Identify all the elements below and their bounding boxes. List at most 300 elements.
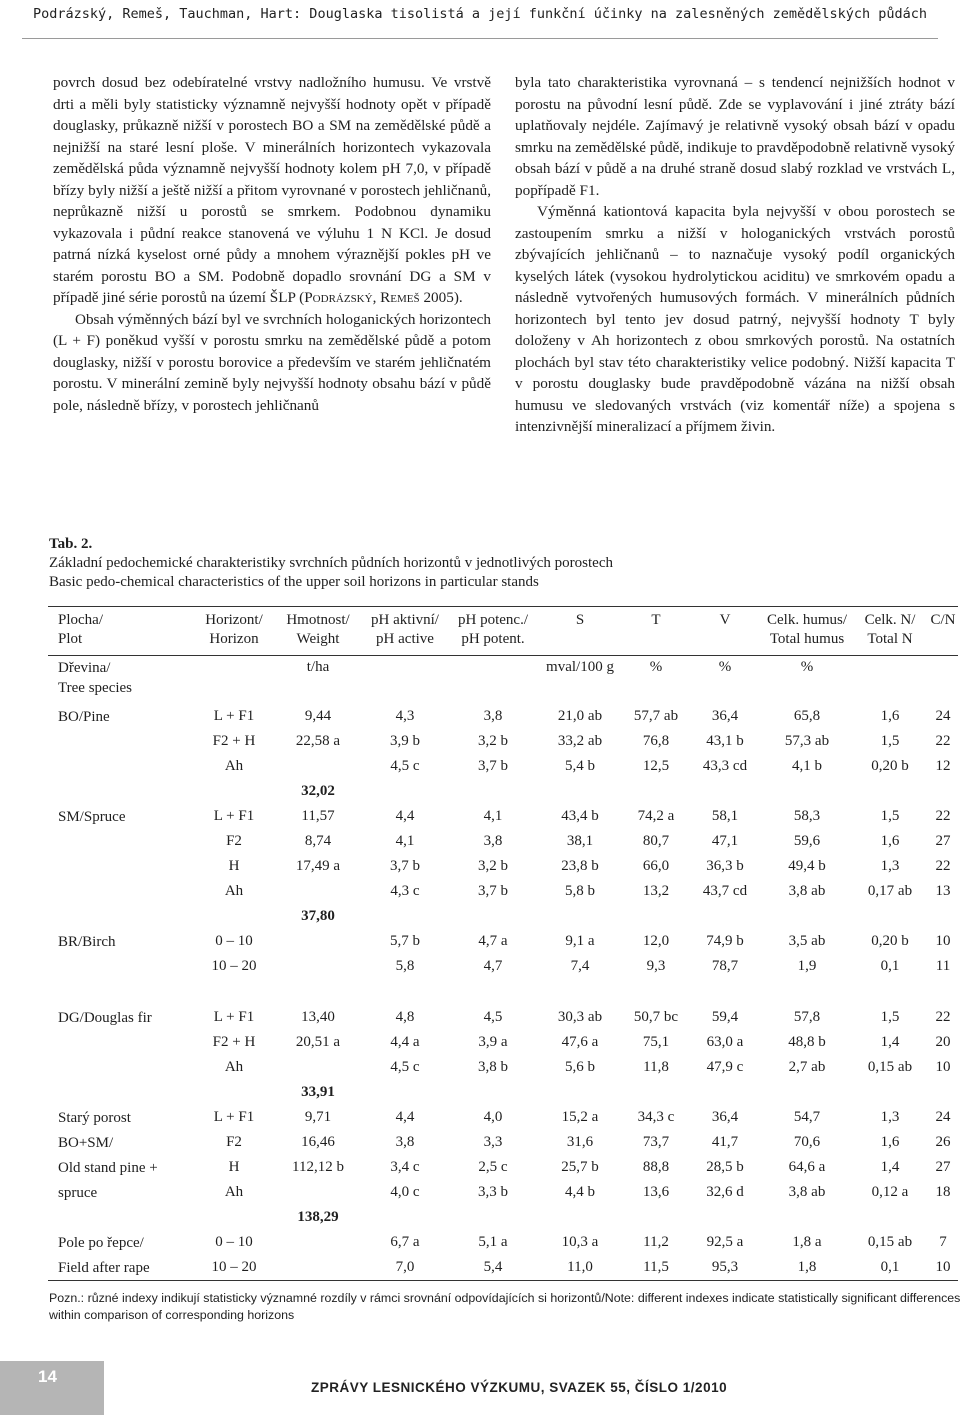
cell-t: 88,8 [642,1159,670,1175]
cell-t [624,979,688,1005]
cell-plot: DG/Douglas fir [58,1009,152,1026]
cell-cn: 24 [935,708,951,724]
cell-n: 0,20 b [871,933,909,949]
paragraph: byla tato charakteristika vyrovnaná – s tendencí nejnižších hodnot v porostu na původní lesní půdě. Zde se vyplavování i jiné ztráty bází uplatňovaly nejdéle. Zajímavý je relativně vysoký obsah bází v opadu smrku na zemědělské půdě, indikuje to pravděpodobně relativně vysoký obsah bází v půdě a na druhé straně dosud slabý rozklad ve vrstvách L, popřípadě F1. [515,74,955,199]
cell-s: 10,3 a [561,1234,599,1250]
cell-ph-potent: 3,7 b [478,883,508,899]
units-n [852,656,928,705]
cell-weight [276,979,360,1005]
cell-weight: 32,02 [301,783,335,799]
table-header-row [48,607,958,656]
cell-n: 1,6 [880,708,900,724]
table-title-en: Basic pedo-chemical characteristics of the upper soil horizons in particular stands [49,574,539,590]
table-row [48,729,958,754]
cell-cn: 11 [935,958,951,974]
header-cn: C/N [928,607,958,656]
header-ph-potent: pH potenc./ pH potent. [450,607,536,656]
cell-s: 5,4 b [565,758,595,774]
cell-horizon [192,1080,276,1105]
cell-ph-potent [450,979,536,1005]
cell-s [536,779,624,804]
cell-ph-active [360,779,450,804]
cell-ph-potent: 3,8 b [478,1059,508,1075]
cell-plot [48,1055,192,1080]
cell-plot: Old stand pine + [58,1159,158,1176]
table-row [48,829,958,854]
table-note: Pozn.: různé indexy indikují statisticky významné rozdíly v rámci srovnání odpovídajících si horizontů/Note: different indexes indicate statistically significant differences within comparison of corresponding horizons [49,1291,960,1322]
cell-s: 9,1 a [565,933,595,949]
cell-plot: Pole po řepce/ [58,1234,144,1251]
running-header: Podrázský, Remeš, Tauchman, Hart: Douglaska tisolistá a její funkční účinky na zalesněných zemědělských půdách [32,6,928,22]
cell-v: 78,7 [711,958,739,974]
cell-t: 50,7 bc [633,1009,679,1025]
cell-s: 25,7 b [561,1159,599,1175]
table-row [48,1080,958,1105]
cell-t: 13,2 [642,883,670,899]
cell-humus [762,779,852,804]
cell-cn: 20 [935,1034,951,1050]
cell-humus: 70,6 [793,1134,821,1150]
cell-s: 31,6 [566,1134,594,1150]
cell-plot: BO+SM/ [58,1134,114,1151]
cell-t: 57,7 ab [633,708,679,724]
cell-v: 47,9 c [706,1059,744,1075]
table-caption [49,535,613,592]
text-column-left [53,72,491,416]
cell-humus: 58,3 [793,808,821,824]
cell-plot: BR/Birch [58,933,116,950]
cell-t: 11,2 [643,1234,669,1250]
cell-n: 0,20 b [871,758,909,774]
cell-ph-active: 4,4 a [390,1034,420,1050]
table-row [48,1230,958,1255]
cell-t: 66,0 [642,858,670,874]
cell-cn: 22 [935,733,951,749]
cell-plot [48,729,192,754]
cell-n [852,1205,928,1230]
cell-v: 43,7 cd [702,883,748,899]
cell-n: 0,17 ab [867,883,913,899]
cell-v [688,779,762,804]
cell-cn: 22 [935,808,951,824]
table-row [48,779,958,804]
cell-v: 63,0 a [706,1034,744,1050]
cell-v: 47,1 [711,833,739,849]
cell-humus: 3,8 ab [788,883,826,899]
cell-cn [928,1080,958,1105]
header-humus: Celk. humus/ Total humus [762,607,852,656]
cell-ph-active: 4,4 [395,1109,415,1125]
cell-horizon: 0 – 10 [215,1234,253,1250]
cell-plot [48,1205,192,1230]
cell-s: 5,6 b [565,1059,595,1075]
cell-plot: BO/Pine [58,708,110,725]
cell-ph-potent: 2,5 c [478,1159,508,1175]
cell-humus: 4,1 b [792,758,822,774]
cell-v [688,1080,762,1105]
units-v: % [688,656,762,705]
cell-v: 92,5 a [706,1234,744,1250]
cell-humus [762,904,852,929]
cell-cn [928,904,958,929]
cell-humus: 48,8 b [788,1034,826,1050]
cell-horizon: L + F1 [213,1109,255,1125]
cell-horizon: Ah [224,1059,244,1075]
cell-t: 76,8 [642,733,670,749]
cell-plot [48,904,192,929]
cell-humus: 1,8 a [792,1234,822,1250]
cell-weight: 9,44 [304,708,332,724]
cell-horizon: F2 [226,833,242,849]
cell-plot [48,1080,192,1105]
cell-n: 0,12 a [871,1184,909,1200]
cell-v: 59,4 [711,1009,739,1025]
cell-cn: 22 [935,1009,951,1025]
table-row [48,904,958,929]
cell-horizon: 10 – 20 [211,958,257,974]
header-horizon: Horizont/ Horizon [192,607,276,656]
cell-n: 0,15 ab [867,1234,913,1250]
cell-plot: SM/Spruce [58,808,126,825]
cell-ph-active [360,1205,450,1230]
cell-humus: 57,8 [793,1009,821,1025]
cell-v [688,1205,762,1230]
cell-plot [48,1030,192,1055]
cell-t: 13,6 [642,1184,670,1200]
cell-horizon: F2 + H [212,733,256,749]
cell-ph-potent [450,1205,536,1230]
cell-horizon: L + F1 [213,708,255,724]
cell-humus: 1,8 [762,1255,852,1281]
cell-ph-potent: 3,3 b [478,1184,508,1200]
cell-t: 75,1 [642,1034,670,1050]
cell-horizon: F2 + H [212,1034,256,1050]
cell-weight: 16,46 [301,1134,335,1150]
cell-horizon: F2 [226,1134,242,1150]
cell-v: 36,3 b [706,858,744,874]
cell-s: 47,6 a [561,1034,599,1050]
cell-t: 80,7 [642,833,670,849]
cell-weight [276,1230,360,1255]
cell-horizon: Ah [224,883,244,899]
cell-cn: 10 [928,1255,958,1281]
cell-cn: 10 [935,933,951,949]
cell-horizon [192,1205,276,1230]
cell-s: 33,2 ab [557,733,603,749]
cell-t: 74,2 a [637,808,675,824]
table-row [48,879,958,904]
cell-ph-active: 4,5 c [390,1059,420,1075]
cell-s: 38,1 [566,833,594,849]
table-row [48,979,958,1005]
cell-n: 1,3 [880,1109,900,1125]
header-t: T [624,607,688,656]
cell-humus: 57,3 ab [784,733,830,749]
paragraph [53,72,491,309]
cell-weight: 112,12 b [292,1159,344,1175]
table-row [48,929,958,954]
cell-horizon: 0 – 10 [215,933,253,949]
cell-v: 95,3 [688,1255,762,1281]
table-row [48,1055,958,1080]
header-n: Celk. N/ Total N [852,607,928,656]
cell-weight [276,1055,360,1080]
cell-weight [276,879,360,904]
cell-ph-active: 4,3 [395,708,415,724]
cell-n: 0,15 ab [867,1059,913,1075]
cell-ph-potent: 3,8 [483,708,503,724]
cell-cn: 27 [935,1159,951,1175]
cell-humus: 54,7 [793,1109,821,1125]
cell-ph-active: 7,0 [360,1255,450,1281]
cell-cn: 26 [935,1134,951,1150]
cell-horizon: L + F1 [213,1009,255,1025]
table-row [48,1130,958,1155]
header-ph-active: pH aktivní/ pH active [360,607,450,656]
cell-humus: 1,9 [797,958,817,974]
cell-s [536,904,624,929]
units-ph-potent [450,656,536,705]
cell-t: 11,5 [624,1255,688,1281]
cell-humus: 64,6 a [788,1159,826,1175]
table-units-row [48,656,958,705]
cell-s: 4,4 b [565,1184,595,1200]
cell-t [624,779,688,804]
cell-ph-potent: 3,9 a [478,1034,508,1050]
cell-n: 1,4 [880,1034,900,1050]
cell-ph-active: 3,4 c [390,1159,420,1175]
cell-horizon: Ah [224,1184,244,1200]
cell-plot [48,954,192,979]
citation-authors: Podrázský, Remeš [304,289,420,306]
cell-ph-active: 4,8 [395,1009,415,1025]
cell-ph-potent [450,779,536,804]
cell-ph-potent: 4,1 [483,808,503,824]
text-column-right [515,72,955,438]
cell-n [852,904,928,929]
cell-n: 1,6 [880,833,900,849]
units-humus: % [762,656,852,705]
cell-humus: 3,8 ab [788,1184,826,1200]
header-weight: Hmotnost/ Weight [276,607,360,656]
table-row [48,1030,958,1055]
cell-n: 1,5 [880,733,900,749]
cell-cn: 13 [935,883,951,899]
cell-s: 30,3 ab [557,1009,603,1025]
cell-cn: 24 [935,1109,951,1125]
cell-t [624,1205,688,1230]
cell-plot: Field after rape [48,1255,192,1281]
table-row [48,1005,958,1030]
cell-cn: 12 [935,758,951,774]
cell-cn: 18 [935,1184,951,1200]
cell-ph-active: 3,9 b [390,733,420,749]
cell-s: 23,8 b [561,858,599,874]
header-divider [22,38,938,39]
cell-s [536,1080,624,1105]
cell-plot [48,879,192,904]
cell-ph-active: 3,8 [395,1134,415,1150]
cell-plot [48,829,192,854]
table-row [48,1255,958,1281]
cell-t: 12,5 [642,758,670,774]
cell-weight [276,754,360,779]
paragraph: Obsah výměnných bází byl ve svrchních hologanických horizontech (L + F) poněkud vyšší v porostu smrku na zemědělské půdě a potom douglasky, nižší v porostu borovice a především ve starém jehličnatém porostu. V minerální zemině byly nejvyšší hodnoty obsahu bází v půdě pole, následně břízy, v porostech jehličnanů [53,310,491,414]
cell-weight [276,1255,360,1281]
cell-cn [928,979,958,1005]
cell-cn [928,1205,958,1230]
cell-v: 58,1 [711,808,739,824]
cell-weight: 17,49 a [295,858,341,874]
cell-n: 1,5 [880,808,900,824]
cell-humus: 2,7 ab [788,1059,826,1075]
cell-weight [276,1180,360,1205]
units-weight: t/ha [276,656,360,705]
cell-ph-potent: 4,5 [483,1009,503,1025]
cell-s: 43,4 b [561,808,599,824]
journal-footer: ZPRÁVY LESNICKÉHO VÝZKUMU, SVAZEK 55, ČÍSLO 1/2010 [311,1380,728,1395]
cell-humus [762,1080,852,1105]
cell-humus [762,1205,852,1230]
cell-ph-active: 4,0 c [390,1184,420,1200]
cell-n: 1,4 [880,1159,900,1175]
cell-cn: 10 [935,1059,951,1075]
cell-n: 1,5 [880,1009,900,1025]
cell-horizon: Ah [224,758,244,774]
table-row [48,1180,958,1205]
cell-ph-active [360,1080,450,1105]
units-species: Dřevina/ Tree species [48,656,192,705]
cell-humus: 49,4 b [788,858,826,874]
cell-humus [762,979,852,1005]
cell-ph-potent [450,904,536,929]
cell-n: 1,3 [880,858,900,874]
cell-weight: 138,29 [297,1209,339,1225]
cell-plot [48,854,192,879]
cell-n [852,779,928,804]
cell-s: 11,0 [536,1255,624,1281]
cell-ph-active: 5,8 [395,958,415,974]
cell-v [688,979,762,1005]
cell-ph-potent: 4,0 [483,1109,503,1125]
cell-v: 43,1 b [706,733,744,749]
cell-plot [48,754,192,779]
cell-weight [276,954,360,979]
cell-t [624,1080,688,1105]
cell-horizon [192,779,276,804]
cell-ph-active [360,979,450,1005]
table-row [48,954,958,979]
cell-s: 21,0 ab [557,708,603,724]
cell-ph-active [360,904,450,929]
cell-ph-active: 3,7 b [390,858,420,874]
table-row [48,1155,958,1180]
paragraph: Výměnná kationtová kapacita byla nejvyšší v obou porostech se zastoupením smrku a nižší v hologanických vrstvách porostů zbývajících jehličnanů – to naznačuje vysoký podíl organických kyselých látek (vysokou hydrolytickou aciditu) ve smrkovém opadu a následně vytvořených humusových formách. V minerálních půdních horizontech byl tento jev dosud patrný, nejvyšší hodnoty T byly doloženy v Ah horizontech z obou smrkových porostů. Na ostatních plochách byl stav této charakteristiky velice podobný. Nižší kapacita T v porostu douglasky bude pravděpodobně vázána na nižší obsah humusu ve sledovaných vrstvách (viz komentář níže) a spojena s intenzivnější mineralizací a příjmem živin. [515,203,955,435]
cell-v: 36,4 [711,708,739,724]
table-row [48,704,958,729]
header-plot: Plocha/ Plot [48,607,192,656]
cell-n: 0,1 [852,1255,928,1281]
cell-weight: 37,80 [301,908,335,924]
cell-s: 7,4 [570,958,590,974]
cell-weight: 13,40 [301,1009,335,1025]
cell-v [688,904,762,929]
cell-cn: 7 [939,1234,947,1250]
cell-n [852,1080,928,1105]
page-number: 14 [38,1367,57,1386]
units-horizon [192,656,276,705]
cell-ph-active: 5,7 b [390,933,420,949]
cell-plot: Starý porost [58,1109,131,1126]
page-number-badge [0,1361,104,1415]
cell-v: 36,4 [711,1109,739,1125]
cell-weight: 22,58 a [295,733,341,749]
cell-weight [276,929,360,954]
cell-s [536,979,624,1005]
cell-ph-potent: 3,2 b [478,858,508,874]
table-row [48,754,958,779]
cell-s: 15,2 a [561,1109,599,1125]
cell-ph-potent: 5,4 [450,1255,536,1281]
cell-ph-potent: 5,1 a [478,1234,508,1250]
cell-weight: 8,74 [304,833,332,849]
cell-ph-active: 4,4 [395,808,415,824]
units-cn [928,656,958,705]
cell-t: 34,3 c [637,1109,675,1125]
cell-horizon [192,979,276,1005]
cell-t: 12,0 [642,933,670,949]
cell-v: 43,3 cd [702,758,748,774]
cell-weight: 33,91 [301,1084,335,1100]
cell-horizon [192,904,276,929]
table-title-cz: Základní pedochemické charakteristiky svrchních půdních horizontů v jednotlivých porostech [49,555,613,571]
cell-t [624,904,688,929]
cell-t: 11,8 [643,1059,669,1075]
cell-t: 9,3 [646,958,666,974]
table-row [48,804,958,829]
units-ph-active [360,656,450,705]
table-row [48,1205,958,1230]
cell-ph-potent: 4,7 a [478,933,508,949]
cell-humus: 65,8 [793,708,821,724]
paragraph-text: povrch dosud bez odebíratelné vrstvy nadložního humusu. Ve vrstvě drti a měli byly statisticky významně nejvyšší hodnoty opět v případě douglasky, průkazně nižší v porostech BO a SM na zemědělské půdě a nejnižší na staré lesní ploše. V minerálních horizontech vykazovala zemědělská půda významně nejvyšší hodnoty kolem pH 7,0, v případě břízy byly nižší a ještě nižší a přitom vyrovnané v porostech jehličnanů, neprůkazně nižší u porostů se smrkem. Podobnou dynamiku vykazovala i půdní reakce stanovená ve výluhu 1 N KCl. Je dosud patrná nízká kyselost orné půdy a mnohem výraznější pokles pH ve starém porostu BO a SM. Podobně dopadlo srovnání DG a SM v případě jiné série porostů na území ŠLP ( [53,74,491,306]
cell-s [536,1205,624,1230]
units-s: mval/100 g [536,656,624,705]
cell-cn [928,779,958,804]
cell-v: 32,6 d [706,1184,744,1200]
citation-year: 2005). [419,289,463,306]
table-label: Tab. 2. [49,536,93,552]
cell-v: 28,5 b [706,1159,744,1175]
cell-n: 1,6 [880,1134,900,1150]
cell-v: 41,7 [711,1134,739,1150]
cell-plot: spruce [58,1184,98,1201]
table-row [48,1105,958,1130]
cell-n [852,979,928,1005]
cell-humus: 3,5 ab [788,933,826,949]
cell-ph-potent: 3,2 b [478,733,508,749]
cell-ph-potent: 3,3 [483,1134,503,1150]
cell-weight: 9,71 [304,1109,332,1125]
cell-weight: 11,57 [301,808,335,824]
cell-horizon: 10 – 20 [192,1255,276,1281]
soil-characteristics-table [48,606,958,1281]
cell-horizon: L + F1 [213,808,255,824]
cell-ph-potent: 4,7 [483,958,503,974]
cell-horizon: H [228,858,240,874]
cell-ph-potent: 3,8 [483,833,503,849]
cell-ph-active: 4,3 c [390,883,420,899]
